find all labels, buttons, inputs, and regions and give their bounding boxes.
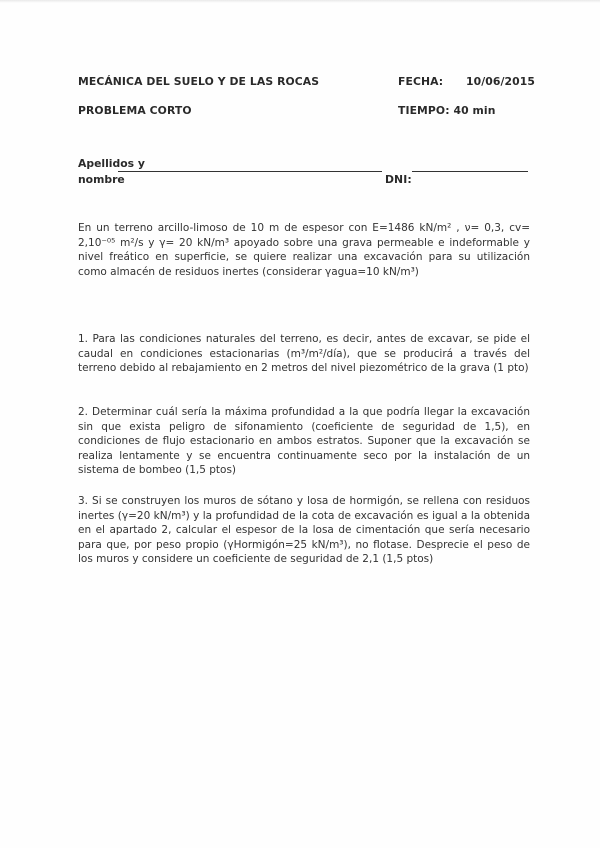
name-label-line2: nombre [78,173,125,186]
scan-edge [0,0,600,3]
problem-statement: En un terreno arcillo-limoso de 10 m de espesor con E=1486 kN/m² , ν= 0,3, cv= 2,10⁻⁰⁵ m²/s y γ= 20 kN/m³ apoyado sobre una grava permeable e indeformable y nivel freático en superficie, se quiere realizar una excavación para su utilización como almacén de residuos inertes (considerar γagua=10 kN/m³) [78,222,530,278]
date-label: FECHA: [398,75,444,88]
name-field[interactable] [118,171,382,172]
date-value: 10/06/2015 [466,75,535,88]
course-title: MECÁNICA DEL SUELO Y DE LAS ROCAS [78,75,320,88]
question-2: 2. Determinar cuál sería la máxima profundidad a la que podría llegar la excavación sin que exista peligro de sifonamiento (coeficiente de seguridad de 1,5), en condiciones de flujo estacionario en ambos estratos. Suponer que la excavación se realiza lentamente y se encuentra continuamente seco por la instalación de un sistema de bombeo (1,5 ptos) [78,406,530,477]
name-label [78,156,145,188]
exam-type: PROBLEMA CORTO [78,104,192,117]
question-3: 3. Si se construyen los muros de sótano y losa de hormigón, se rellena con residuos inertes (γ=20 kN/m³) y la profundidad de la cota de excavación es igual a la obtenida en el apartado 2, calcular el espesor de la losa de cimentación que sería necesario para que, por peso propio (γHormigón=25 kN/m³), no flotase. Desprecie el peso de los muros y considere un coeficiente de seguridad de 2,1 (1,5 ptos) [78,495,530,566]
time-limit: TIEMPO: 40 min [398,104,496,117]
name-label-line1: Apellidos y [78,157,145,170]
dni-label: DNI: [385,173,412,186]
question-1: 1. Para las condiciones naturales del terreno, es decir, antes de excavar, se pide el caudal en condiciones estacionarias (m³/m²/día), que se producirá a través del terreno debido al rebajamiento en 2 metros del nivel piezométrico de la grava (1 pto) [78,333,530,375]
dni-field[interactable] [412,171,528,172]
